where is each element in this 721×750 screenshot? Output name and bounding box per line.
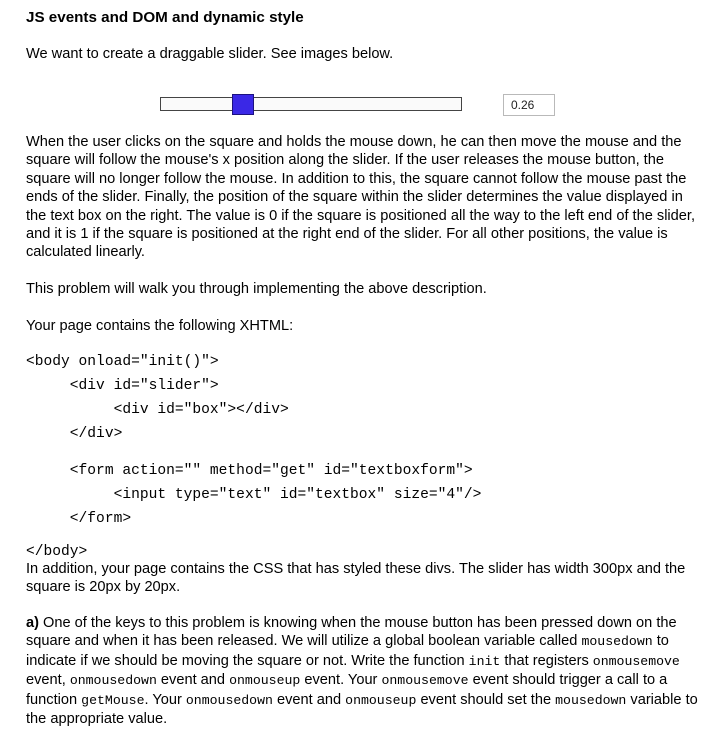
code-line-2: <div id="slider">: [26, 378, 219, 394]
code-onmousemove: onmousemove: [592, 653, 680, 669]
code-init: init: [468, 653, 501, 669]
part-a-text: . Your: [144, 691, 186, 708]
part-a-text: to indicate if we should be moving the square or not. Write the function: [26, 633, 669, 669]
code-mousedown: mousedown: [581, 634, 653, 650]
code-onmousemove: onmousemove: [381, 673, 469, 689]
part-a-text: One of the keys to this problem is knowing when the mouse button has been pressed down on the square and when it has been released. We will utilize a global boolean variable called: [26, 615, 677, 650]
page-title: JS events and DOM and dynamic style: [26, 9, 304, 26]
code-line-7: </form>: [26, 511, 132, 527]
part-a-text: event and: [156, 672, 230, 689]
code-line-3: <div id="box"></div>: [26, 402, 289, 418]
part-a-text: that registers: [500, 652, 593, 669]
code-onmouseup: onmouseup: [345, 692, 417, 708]
part-a-text: event,: [26, 672, 70, 689]
part-a-label: a): [26, 615, 39, 631]
part-a-text: event. Your: [300, 672, 382, 689]
intro-paragraph: We want to create a draggable slider. See images below.: [26, 46, 394, 62]
code-line-4: </div>: [26, 426, 123, 442]
code-onmousedown: onmousedown: [69, 673, 157, 689]
code-line-5: <form action="" method="get" id="textboxform">: [26, 463, 473, 479]
description-paragraph: When the user clicks on the square and holds the mouse down, he can then move the mouse and the square will follow the mouse's x position along the slider. If the user releases the mouse button, the square will no longer follow the mouse. In addition to this, the square cannot follow the mouse past the ends of the slider. Finally, the position of the square within the slider determines the value displayed in the text box on the right. The value is 0 if the square is positioned all the way to the left end of the slider, and it is 1 if the square is positioned at the right end of the slider. For all other positions, the value is calculated linearly.: [26, 134, 696, 261]
code-mousedown: mousedown: [555, 692, 627, 708]
css-note-paragraph: In addition, your page contains the CSS that has styled these divs. The slider has width 300px and the square is 20px by 20px.: [26, 561, 686, 596]
slider-track[interactable]: [160, 97, 462, 111]
part-a-text: event and: [272, 691, 346, 708]
part-a-text: event should trigger a call to a function: [26, 672, 668, 708]
code-getmouse: getMouse: [81, 692, 145, 708]
part-a-paragraph: [26, 614, 698, 728]
slider-value-textbox[interactable]: 0.26: [503, 94, 555, 116]
part-a-text: event should set the: [416, 691, 556, 708]
xhtml-intro: Your page contains the following XHTML:: [26, 318, 294, 334]
code-onmousedown: onmousedown: [185, 692, 273, 708]
slider-handle[interactable]: [232, 94, 254, 115]
code-line-8: </body>: [26, 544, 88, 560]
walkthrough-paragraph: This problem will walk you through implementing the above description.: [26, 281, 487, 297]
code-onmouseup: onmouseup: [229, 673, 301, 689]
part-a-text: variable to the appropriate value.: [26, 691, 698, 728]
code-line-1: <body onload="init()">: [26, 354, 219, 370]
code-line-6: <input type="text" id="textbox" size="4"/>: [26, 487, 482, 503]
